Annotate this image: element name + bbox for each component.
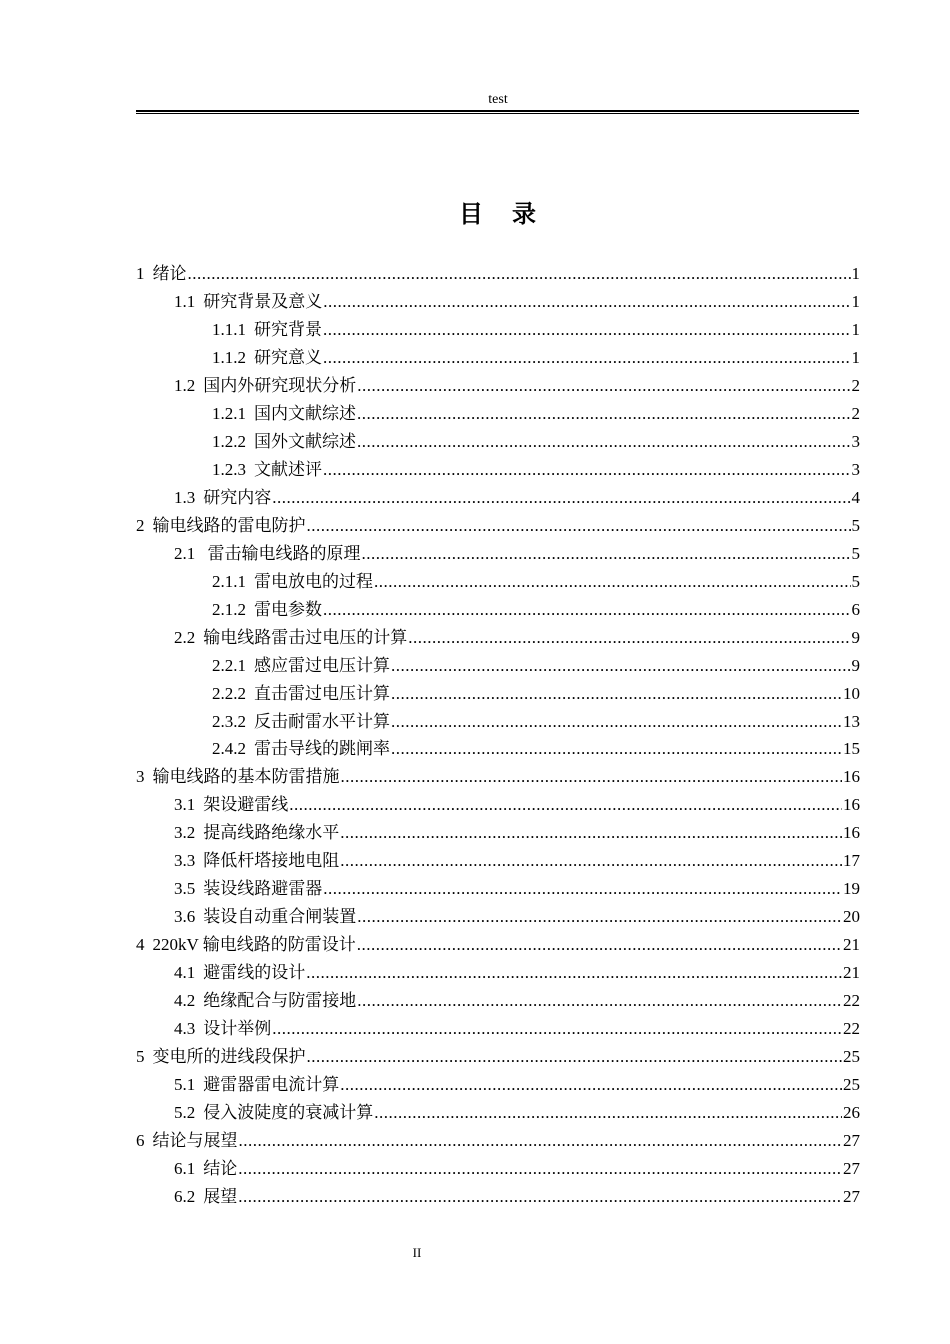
toc-entry[interactable] [136,596,860,624]
toc-entry-number: 5 [136,1047,145,1067]
toc-entry[interactable] [136,959,860,987]
toc-entry-title: 雷击输电线路的原理 [203,543,361,563]
toc-dot-leader [340,847,842,875]
toc-entry-title: 装设线路避雷器 [203,879,323,899]
toc-dot-leader [357,903,842,931]
toc-dot-leader [307,1043,843,1071]
toc-entry-number: 1.2.1 [212,403,246,423]
toc-entry[interactable] [136,540,860,568]
toc-dot-leader [341,763,843,791]
toc-entry-page: 27 [843,1159,860,1178]
toc-entry[interactable] [136,931,860,959]
toc-entry[interactable] [136,903,860,931]
toc-entry[interactable] [136,987,860,1015]
toc-dot-leader [357,428,851,456]
toc-entry-number: 3 [136,767,145,787]
toc-entry-number: 1.2 [174,375,196,395]
toc-entry-number: 2.3.2 [212,711,246,731]
toc-entry[interactable] [136,1015,860,1043]
toc-entry-title: 降低杆塔接地电阻 [203,851,340,871]
toc-entry[interactable] [136,428,860,456]
toc-dot-leader [391,652,851,680]
toc-entry-number: 6.2 [174,1186,196,1206]
toc-entry-title: 国内文献综述 [254,403,356,423]
toc-entry-page: 17 [843,851,860,871]
toc-entry[interactable] [136,288,860,316]
toc-entry[interactable] [136,484,860,512]
toc-entry[interactable] [136,344,860,372]
toc-entry-title: 输电线路雷击过电压的计算 [203,627,408,647]
toc-entry-title: 研究背景及意义 [203,291,323,311]
toc-entry[interactable] [136,652,860,680]
toc-entry-number: 2.1 [174,543,196,563]
toc-entry[interactable] [136,568,860,596]
toc-dot-leader [238,1183,842,1211]
toc-dot-leader [307,512,851,540]
toc-entry-title: 雷电参数 [254,599,322,619]
toc-dot-leader [323,456,851,484]
toc-dot-leader [340,1071,842,1099]
toc-entry-page: 21 [843,963,860,983]
toc-entry-page: 1 [851,319,860,339]
toc-entry-number: 3.1 [174,795,196,815]
toc-entry-title: 装设自动重合闸装置 [203,907,357,927]
toc-entry-title: 结论与展望 [152,1131,238,1151]
toc-entry-number: 2.1.1 [212,571,246,591]
toc-entry-page: 1 [851,291,860,311]
toc-entry-number: 1.2.3 [212,459,246,479]
toc-dot-leader [362,540,851,568]
toc-entry-page: 1 [851,347,860,367]
toc-entry[interactable] [136,512,860,540]
toc-entry-page: 15 [843,739,860,759]
toc-entry[interactable] [136,1127,860,1155]
toc-entry-page: 20 [843,907,860,927]
toc-entry-page: 9 [851,655,860,675]
toc-entry-title: 研究背景 [254,319,322,339]
toc-entry-title: 雷电放电的过程 [254,571,373,591]
toc-title [0,194,950,229]
toc-entry-page: 25 [843,1075,860,1095]
toc-entry[interactable] [136,456,860,484]
toc-entry-title: 展望 [203,1186,238,1206]
toc-dot-leader [238,1155,842,1183]
toc-entry-page: 3 [851,459,860,479]
toc-entry-page: 6 [851,599,860,619]
toc-dot-leader [374,568,851,596]
header-divider [136,110,859,114]
toc-dot-leader [323,344,851,372]
toc-dot-leader [340,819,842,847]
toc-entry-number: 2.2.1 [212,655,246,675]
toc-entry-number: 5.1 [174,1075,196,1095]
toc-dot-leader [391,735,842,763]
toc-entry-title: 感应雷过电压计算 [254,655,390,675]
toc-entry-title: 220kV 输电线路的防雷设计 [152,935,356,955]
toc-entry-title: 雷击导线的跳闸率 [254,739,390,759]
toc-entry-number: 3.3 [174,851,196,871]
toc-entry-page: 5 [851,543,860,563]
toc-entry-title: 结论 [203,1159,238,1178]
toc-entry-title: 绪论 [152,264,187,283]
toc-entry-title: 反击耐雷水平计算 [254,711,390,731]
toc-entry-page: 21 [843,935,860,955]
toc-entry-title: 避雷器雷电流计算 [203,1075,340,1095]
toc-title-char-1: 目 [459,202,484,228]
toc-dot-leader [272,1015,842,1043]
toc-entry-title: 避雷线的设计 [203,963,306,983]
toc-entry-title: 侵入波陡度的衰减计算 [203,1103,374,1123]
toc-entry-title: 架设避雷线 [203,795,289,815]
toc-entry-title: 国外文献综述 [254,431,356,451]
toc-dot-leader [357,372,850,400]
running-header: test [488,92,508,107]
toc-dot-leader [239,1127,843,1155]
toc-entry[interactable] [136,400,860,428]
toc-entry[interactable] [136,1155,860,1183]
toc-entry-number: 4.2 [174,991,196,1011]
toc-entry-number: 1.2.2 [212,431,246,451]
toc-entry[interactable] [136,372,860,400]
toc-entry-number: 2.2 [174,627,196,647]
toc-dot-leader [323,288,850,316]
toc-entry[interactable] [136,316,860,344]
toc-entry[interactable] [136,1183,860,1211]
toc-dot-leader [357,400,851,428]
toc-entry[interactable] [136,763,860,791]
toc-entry-number: 5.2 [174,1103,196,1123]
toc-entry-page: 27 [843,1186,860,1206]
toc-entry-title: 输电线路的雷电防护 [152,515,306,535]
toc-entry-number: 1 [136,264,145,283]
toc-entry[interactable] [136,680,860,708]
toc-dot-leader [323,316,851,344]
toc-entry-title: 变电所的进线段保护 [152,1047,306,1067]
toc-entry-page: 16 [843,823,860,843]
toc-entry-number: 6 [136,1131,145,1151]
toc-entry-page: 1 [851,264,860,283]
toc-entry-number: 6.1 [174,1159,196,1178]
toc-dot-leader [289,791,842,819]
toc-entry-title: 文献述评 [254,459,322,479]
table-of-contents [136,260,860,1211]
toc-dot-leader [357,931,842,959]
toc-entry[interactable] [136,260,860,288]
toc-dot-leader [391,680,842,708]
toc-entry-page: 13 [843,711,860,731]
toc-entry-page: 26 [843,1103,860,1123]
toc-dot-leader [323,875,842,903]
toc-entry-title: 提高线路绝缘水平 [203,823,340,843]
toc-entry-page: 9 [851,627,860,647]
toc-entry[interactable] [136,875,860,903]
toc-entry-page: 22 [843,991,860,1011]
toc-entry-page: 16 [843,767,860,787]
toc-entry-number: 2.2.2 [212,683,246,703]
toc-entry-number: 1.3 [174,487,196,507]
toc-entry-page: 5 [851,571,860,591]
toc-dot-leader [306,959,842,987]
toc-entry-number: 4.3 [174,1019,196,1039]
toc-entry-number: 1.1.1 [212,319,246,339]
toc-dot-leader [188,260,851,288]
toc-entry-title: 直击雷过电压计算 [254,683,390,703]
toc-entry-page: 25 [843,1047,860,1067]
toc-entry-page: 5 [851,515,860,535]
toc-dot-leader [272,484,850,512]
toc-entry-page: 3 [851,431,860,451]
toc-entry[interactable] [136,1099,860,1127]
toc-entry-number: 2.1.2 [212,599,246,619]
toc-entry-number: 1.1 [174,291,196,311]
toc-entry-page: 2 [851,375,860,395]
toc-entry-title: 研究意义 [254,347,322,367]
toc-entry-number: 4.1 [174,963,196,983]
toc-entry-number: 3.5 [174,879,196,899]
toc-entry[interactable] [136,735,860,763]
toc-entry-title: 设计举例 [203,1019,272,1039]
toc-entry-page: 10 [843,683,860,703]
toc-dot-leader [357,987,842,1015]
toc-entry[interactable] [136,847,860,875]
toc-entry[interactable] [136,1071,860,1099]
page-number: II [412,1245,422,1260]
toc-entry[interactable] [136,791,860,819]
toc-dot-leader [323,596,851,624]
toc-entry-title: 研究内容 [203,487,272,507]
toc-entry-number: 2 [136,515,145,535]
toc-entry[interactable] [136,819,860,847]
toc-entry-page: 22 [843,1019,860,1039]
toc-entry-number: 4 [136,935,145,955]
toc-entry-title: 国内外研究现状分析 [203,375,357,395]
toc-entry[interactable] [136,1043,860,1071]
toc-entry-page: 19 [843,879,860,899]
toc-entry-number: 3.2 [174,823,196,843]
toc-entry-number: 1.1.2 [212,347,246,367]
toc-title-char-2: 录 [512,202,537,228]
toc-entry-page: 2 [851,403,860,423]
toc-entry-title: 绝缘配合与防雷接地 [203,991,357,1011]
toc-entry-number: 2.4.2 [212,739,246,759]
toc-dot-leader [408,624,850,652]
toc-entry-page: 27 [843,1131,860,1151]
toc-dot-leader [391,708,842,736]
toc-entry-page: 16 [843,795,860,815]
toc-entry-page: 4 [851,487,860,507]
toc-entry[interactable] [136,624,860,652]
toc-dot-leader [374,1099,842,1127]
toc-entry-number: 3.6 [174,907,196,927]
toc-entry[interactable] [136,708,860,736]
toc-entry-title: 输电线路的基本防雷措施 [152,767,340,787]
